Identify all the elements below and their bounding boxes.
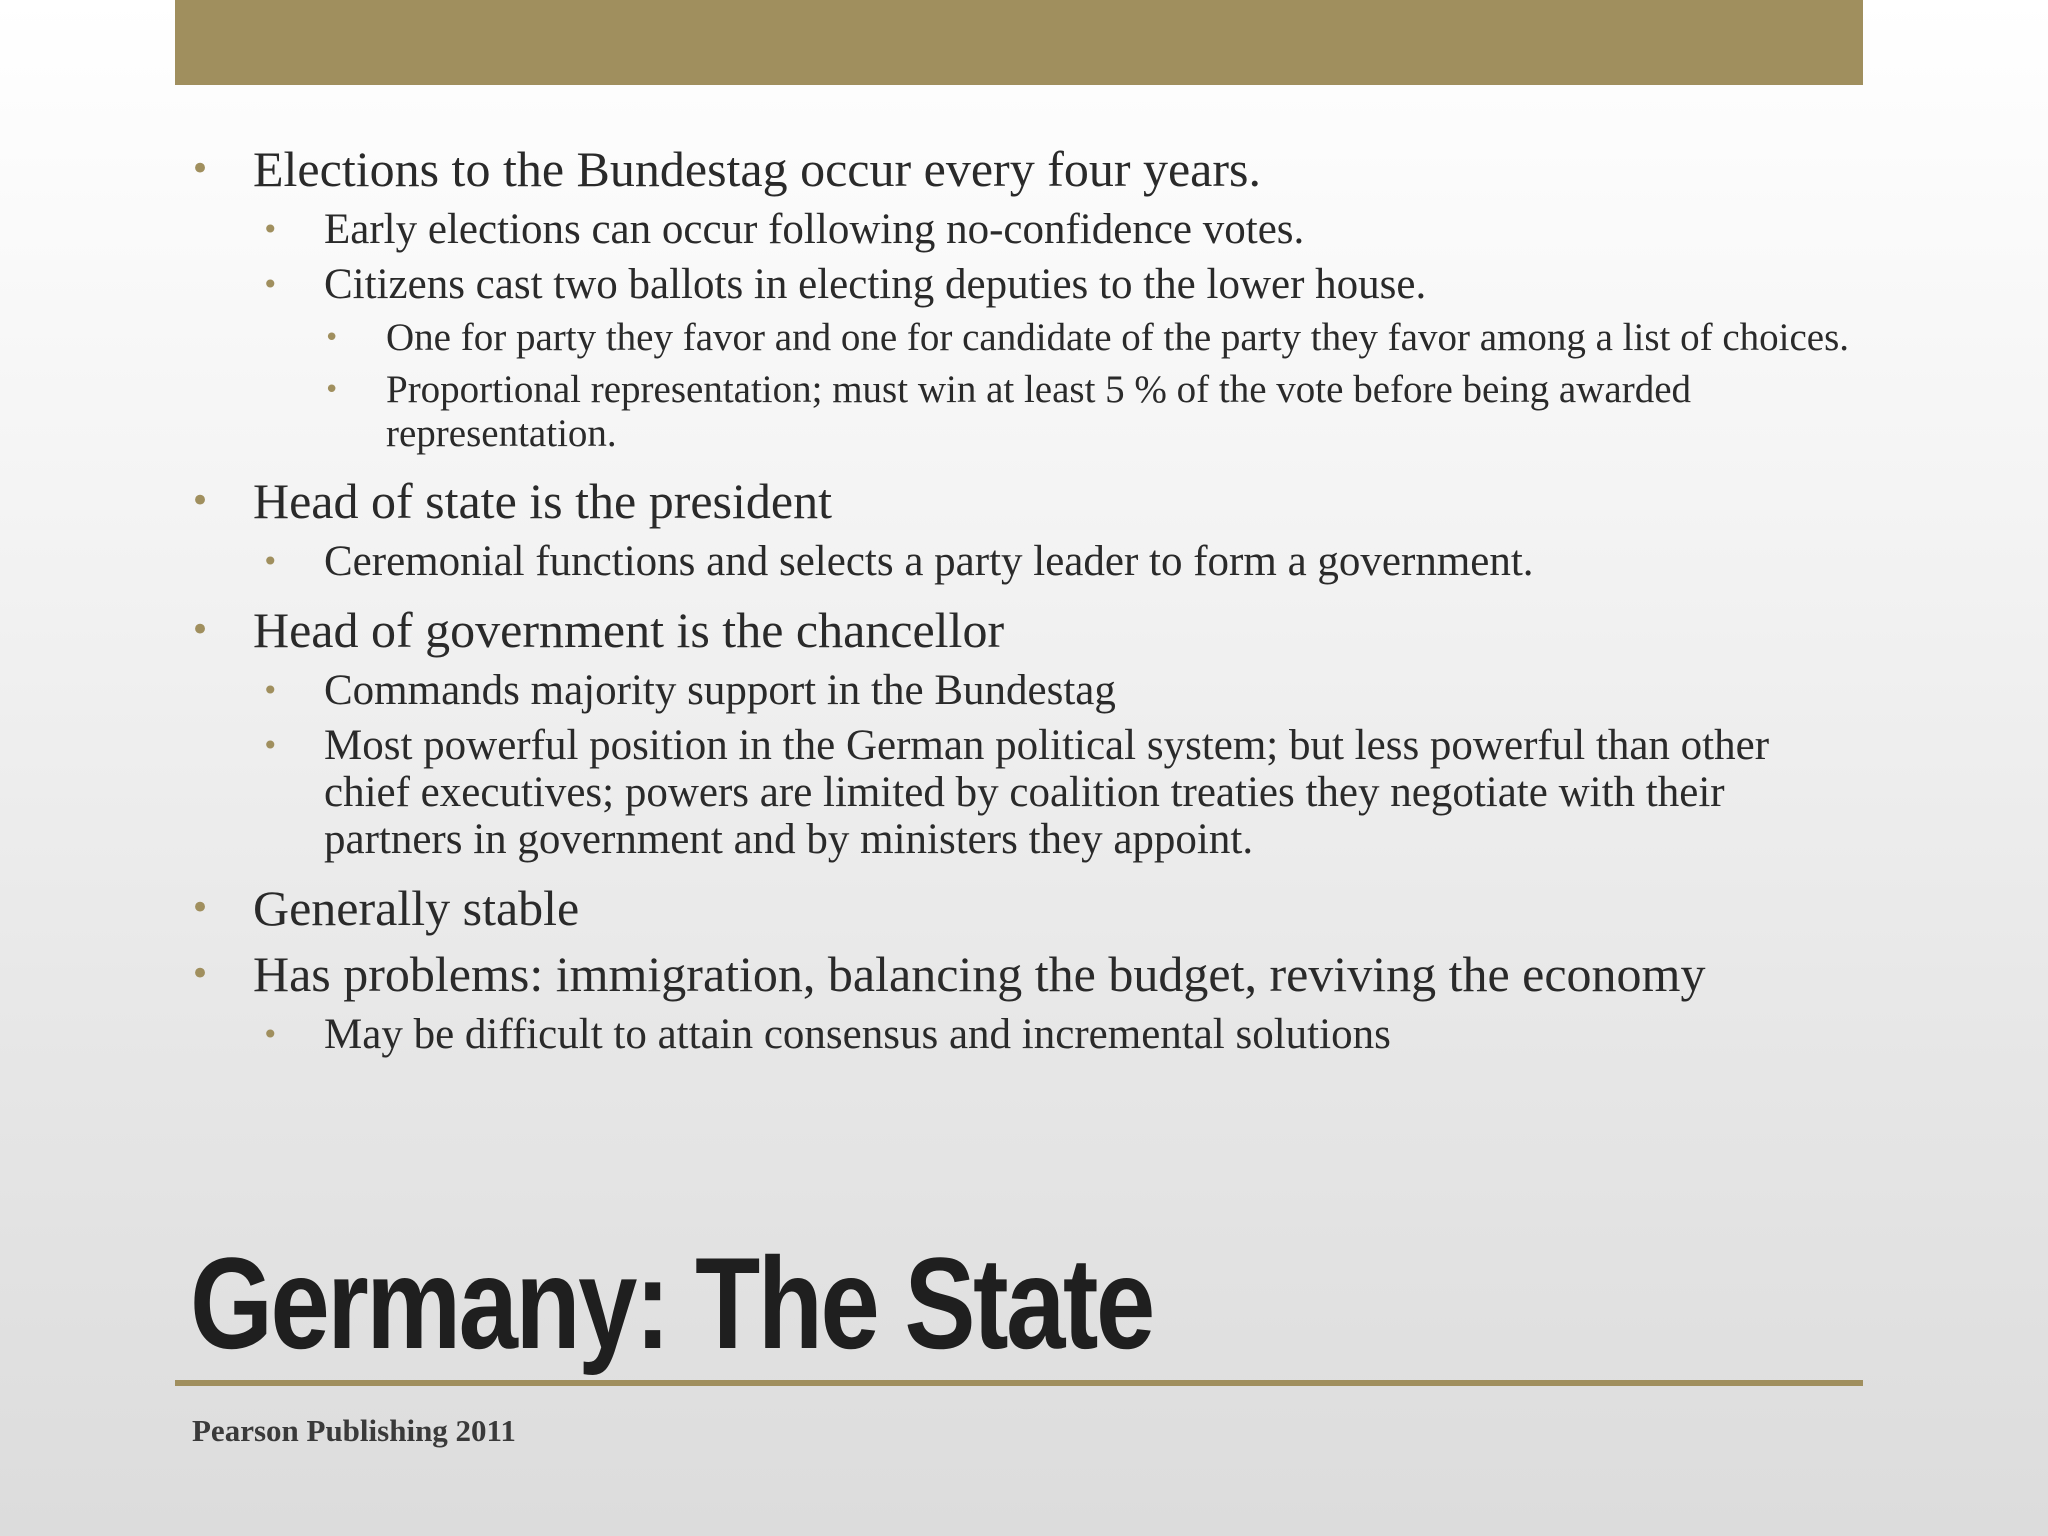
bullet-icon: •: [262, 545, 279, 578]
list-item-text: One for party they favor and one for candidate of the party they favor among a list of choices.: [386, 316, 1850, 359]
top-accent-bar: [175, 0, 1863, 85]
bullet-icon: •: [262, 1018, 279, 1051]
list-item: [190, 945, 1850, 1003]
bullet-icon: •: [324, 375, 340, 405]
bullet-icon: •: [262, 674, 279, 707]
list-item-text: Head of government is the chancellor: [253, 602, 1005, 658]
list-item-text: Most powerful position in the German political system; but less powerful than other chief executives; powers are limited by coalition treaties they negotiate with their partners in government and by ministers they appoint.: [324, 722, 1770, 863]
list-item-text: Proportional representation; must win at least 5 % of the vote before being awarded representation.: [386, 368, 1692, 455]
list-item-text: Head of state is the president: [253, 473, 832, 529]
list-item: [190, 667, 1850, 714]
list-item: [190, 1011, 1850, 1058]
bullet-icon: •: [190, 149, 211, 189]
bullet-icon: •: [262, 213, 279, 246]
bullet-icon: •: [324, 323, 340, 353]
list-item: [190, 722, 1850, 863]
bullet-icon: •: [262, 729, 279, 762]
list-item-text: Early elections can occur following no-confidence votes.: [324, 206, 1305, 253]
list-item: [190, 472, 1850, 530]
list-item: [190, 140, 1850, 198]
list-item-text: Has problems: immigration, balancing the budget, reviving the economy: [253, 946, 1706, 1002]
list-item: [190, 316, 1850, 360]
list-item: [190, 879, 1850, 937]
bullet-icon: •: [190, 610, 211, 650]
list-item-text: Commands majority support in the Bundestag: [324, 667, 1116, 714]
list-item: [190, 368, 1850, 456]
bullet-list: [190, 140, 1850, 1058]
list-item-text: Citizens cast two ballots in electing deputies to the lower house.: [324, 261, 1427, 308]
footer-text: Pearson Publishing 2011: [192, 1413, 516, 1448]
bullet-icon: •: [190, 481, 211, 521]
list-item: [190, 538, 1850, 585]
list-item-text: Generally stable: [253, 880, 580, 936]
bullet-icon: •: [262, 268, 279, 301]
list-item-text: Ceremonial functions and selects a party leader to form a government.: [324, 538, 1534, 585]
list-item: [190, 261, 1850, 308]
bullet-icon: •: [190, 888, 211, 928]
list-item: [190, 601, 1850, 659]
list-item: [190, 206, 1850, 253]
list-item-text: Elections to the Bundestag occur every four years.: [253, 141, 1261, 197]
title-divider: [175, 1380, 1863, 1386]
list-item-text: May be difficult to attain consensus and incremental solutions: [324, 1011, 1391, 1058]
slide-title: Germany: The State: [190, 1230, 1153, 1376]
bullet-icon: •: [190, 954, 211, 994]
